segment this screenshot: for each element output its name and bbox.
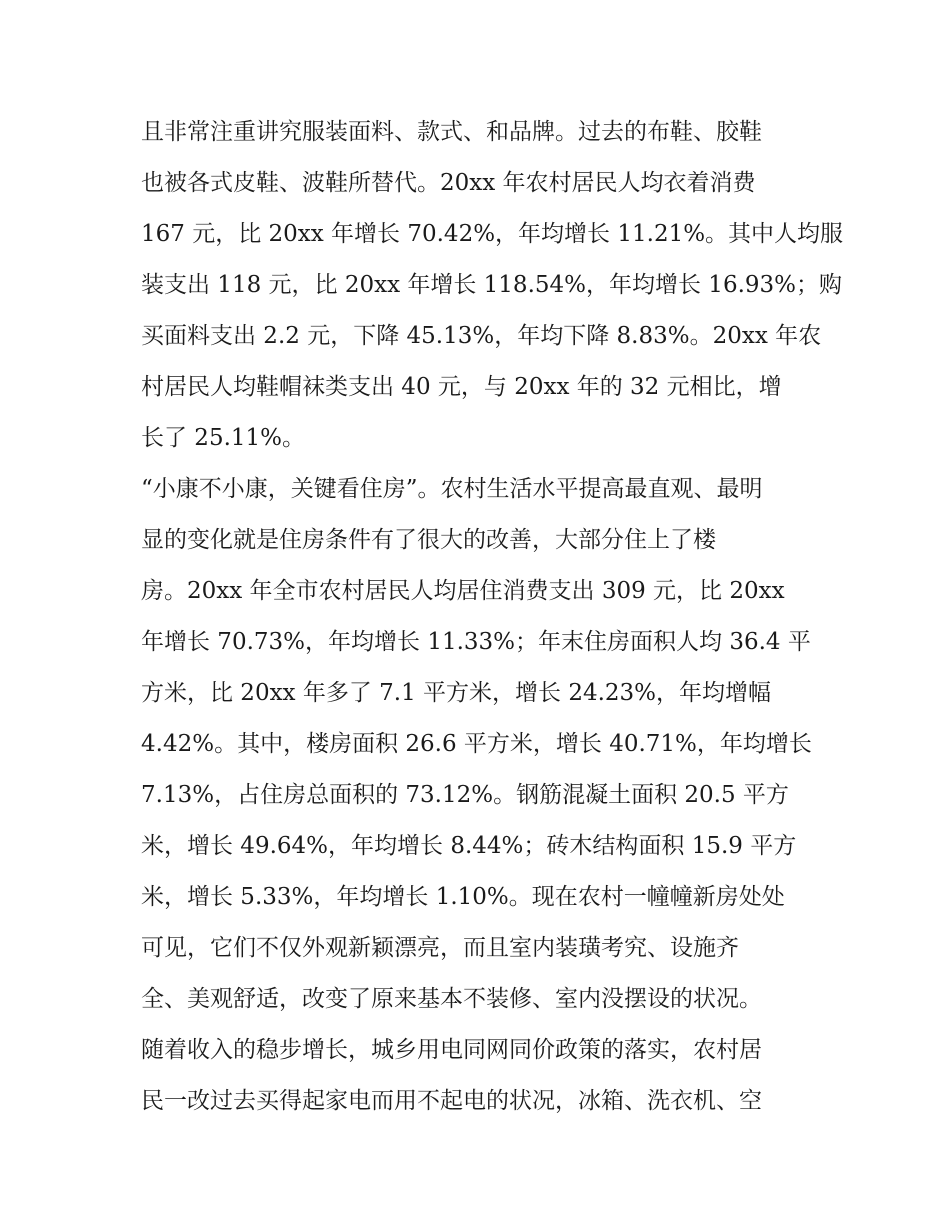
text-line: 显的变化就是住房条件有了很大的改善，大部分住上了楼 <box>141 527 716 553</box>
text-line: 年增长 70.73%，年均增长 11.33%；年末住房面积人均 36.4 平 <box>141 629 811 655</box>
text-line: 7.13%，占住房总面积的 73.12%。钢筋混凝土面积 20.5 平方 <box>141 782 789 808</box>
text-line: 装支出 118 元，比 20xx 年增长 118.54%，年均增长 16.93%；购 <box>141 272 843 298</box>
text-line: 也被各式皮鞋、波鞋所替代。20xx 年农村居民人均衣着消费 <box>141 170 756 196</box>
text-line: 167 元，比 20xx 年增长 70.42%，年均增长 11.21%。其中人均服 <box>141 221 844 247</box>
text-line: 民一改过去买得起家电而用不起电的状况，冰箱、洗衣机、空 <box>141 1088 762 1114</box>
text-line: 长了 25.11%。 <box>141 425 306 451</box>
text-line: 4.42%。其中，楼房面积 26.6 平方米，增长 40.71%，年均增长 <box>141 731 812 757</box>
text-line: 房。20xx 年全市农村居民人均居住消费支出 309 元，比 20xx <box>141 578 785 604</box>
text-line: 米，增长 49.64%，年均增长 8.44%；砖木结构面积 15.9 平方 <box>141 833 797 859</box>
text-line: 村居民人均鞋帽袜类支出 40 元，与 20xx 年的 32 元相比，增 <box>141 374 782 400</box>
text-line: 全、美观舒适，改变了原来基本不装修、室内没摆设的状况。 <box>141 986 762 1012</box>
text-line: “小康不小康，关键看住房”。农村生活水平提高最直观、最明 <box>141 476 763 502</box>
body-text <box>141 107 844 1127</box>
text-line: 可见，它们不仅外观新颖漂亮，而且室内装璜考究、设施齐 <box>141 935 739 961</box>
text-line: 买面料支出 2.2 元，下降 45.13%，年均下降 8.83%。20xx 年农 <box>141 323 822 349</box>
text-line: 米，增长 5.33%，年均增长 1.10%。现在农村一幢幢新房处处 <box>141 884 785 910</box>
text-line: 方米，比 20xx 年多了 7.1 平方米，增长 24.23%，年均增幅 <box>141 680 772 706</box>
text-line: 且非常注重讲究服装面料、款式、和品牌。过去的布鞋、胶鞋 <box>141 119 762 145</box>
text-line: 随着收入的稳步增长，城乡用电同网同价政策的落实，农村居 <box>141 1037 762 1063</box>
